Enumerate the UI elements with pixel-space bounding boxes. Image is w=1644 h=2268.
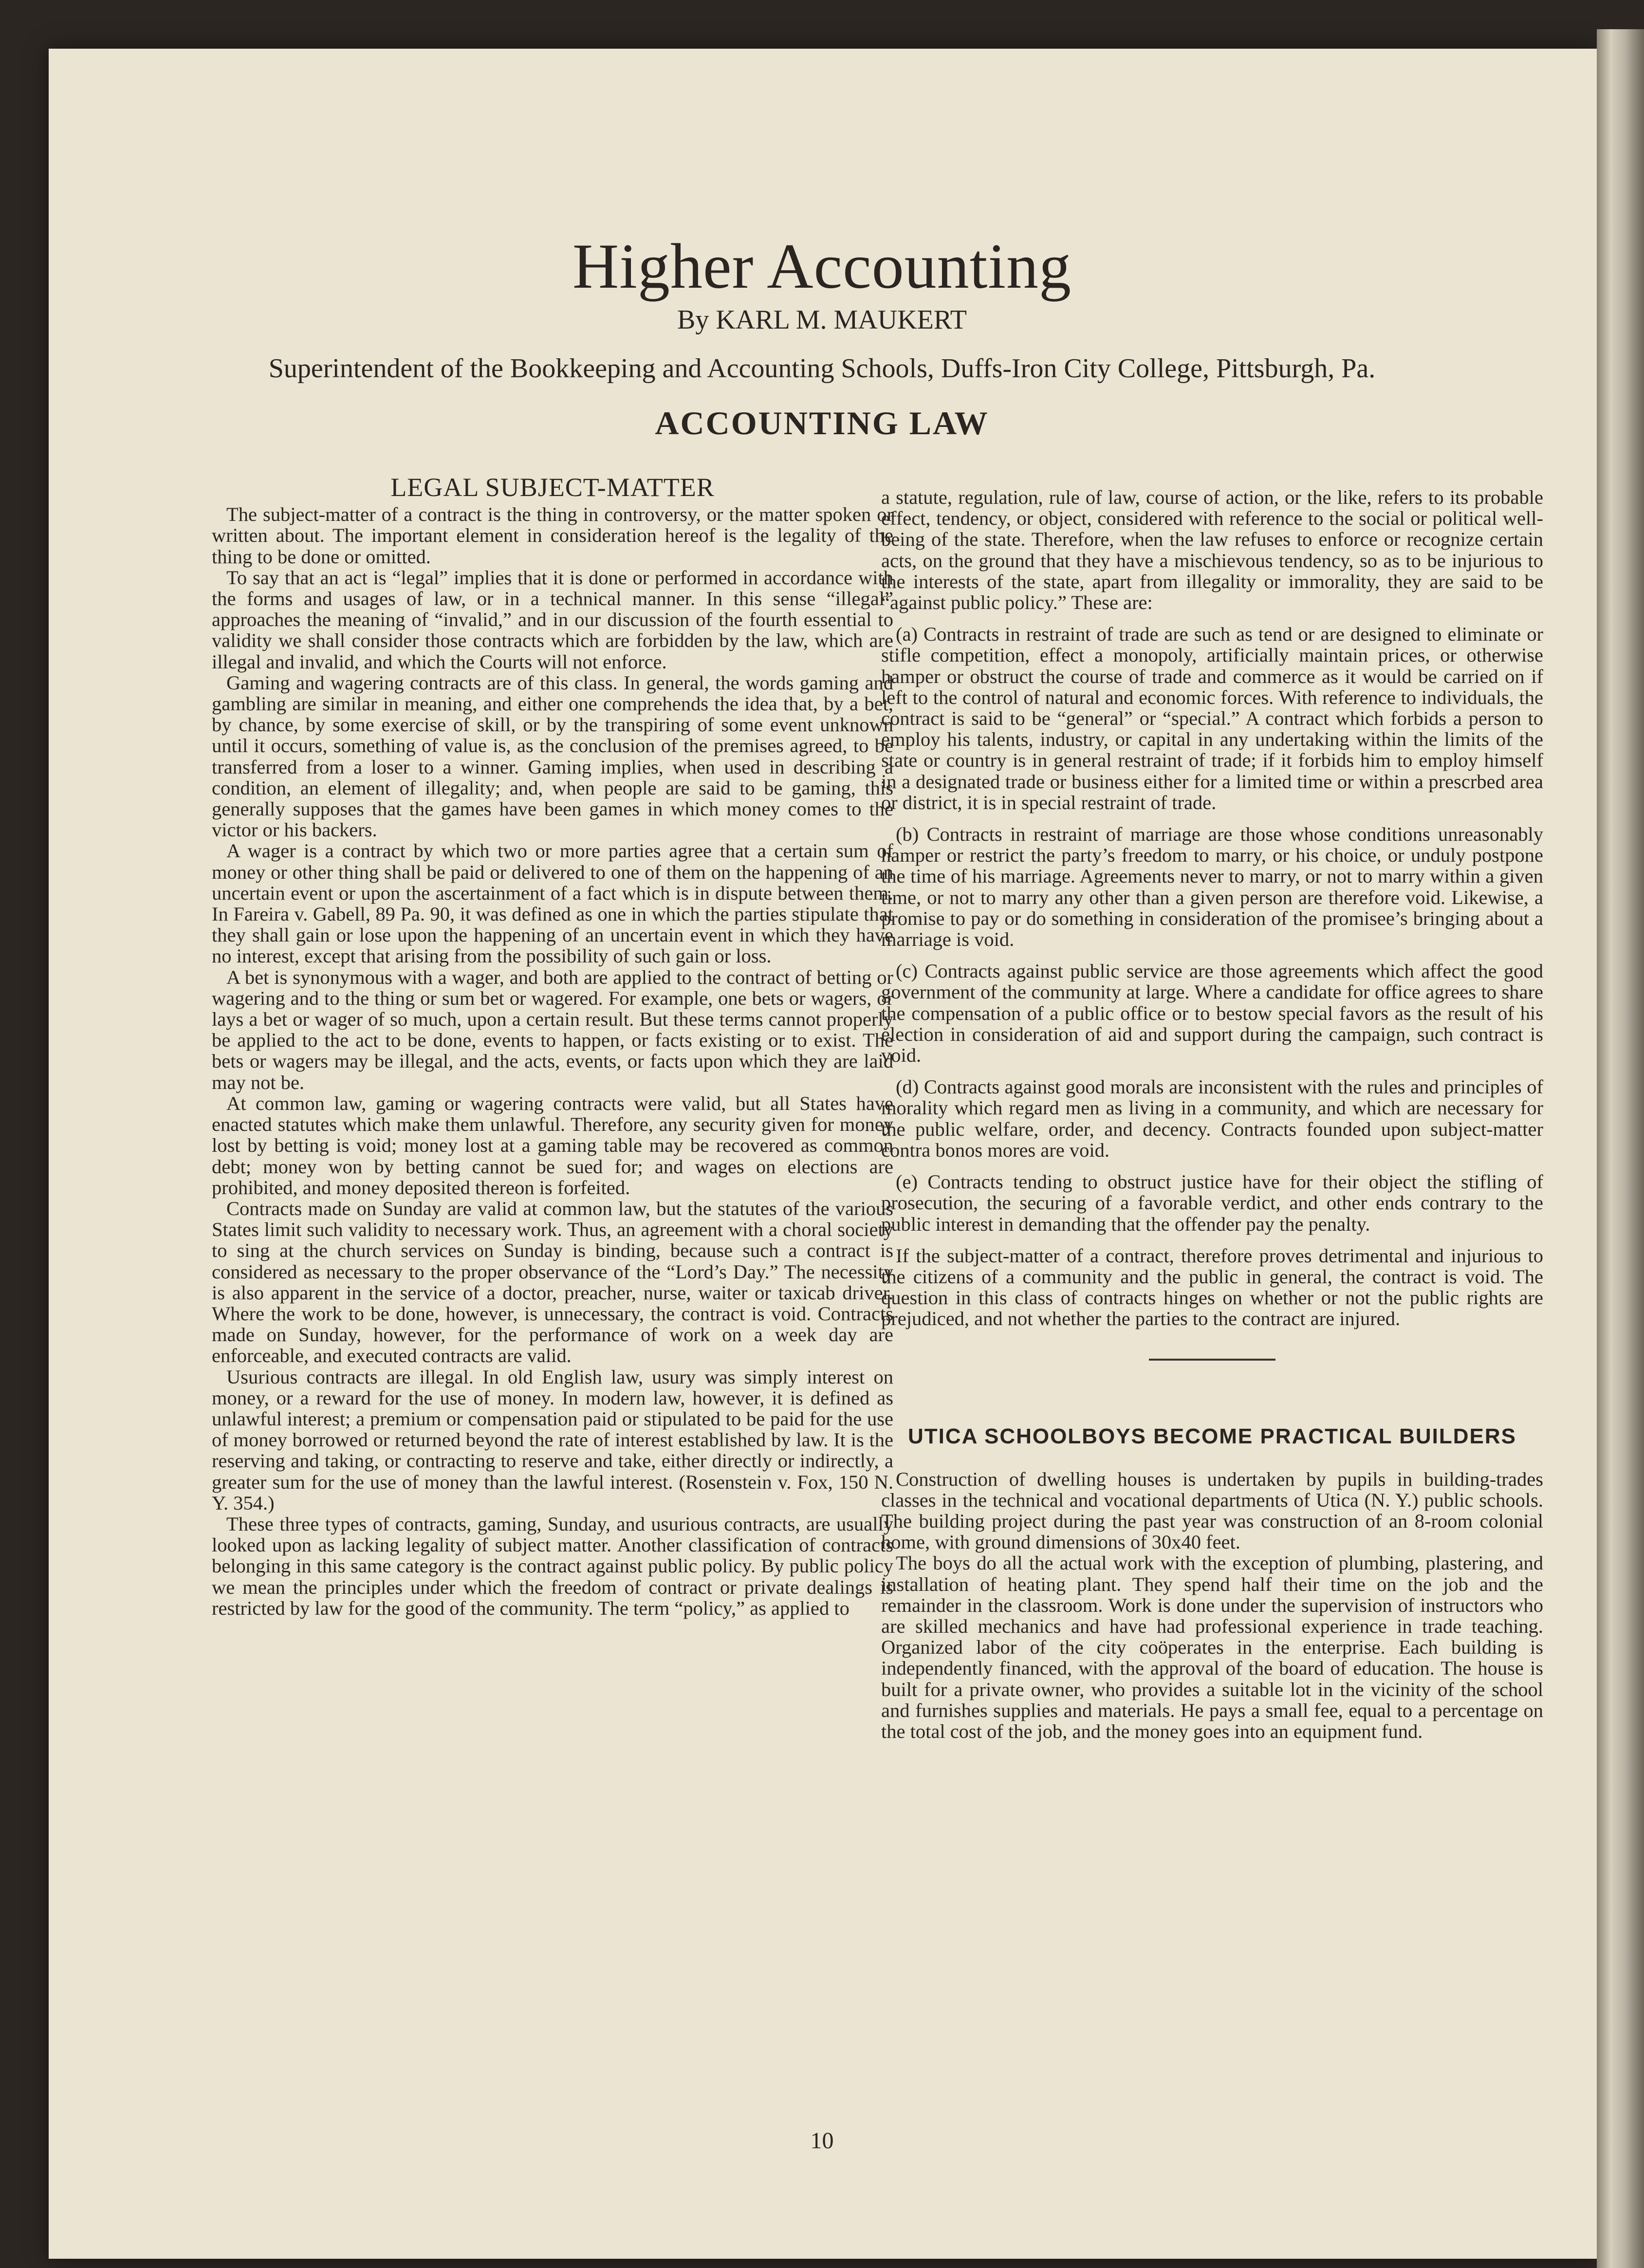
paragraph: To say that an act is “legal” implies that it is done or performed in accordance with the forms and usages of law, or in a technical manner. In this sense “illegal” approaches the meaning of “invalid,” and in our discussion of the fourth essential to validity we shall consider those contracts which are forbidden by the law, which are illegal and invalid, and which the Courts will not enforce. — [212, 566, 893, 673]
paragraph: a statute, regulation, rule of law, course of action, or the like, refers to its probable effect, tendency, or object, considered with reference to the social or political well-being of the state. Therefore, when the law refuses to enforce or recognize certain acts, on the ground that they have a mischievous tendency, so as to be injurious to the interests of the state, apart from illegality or immorality, they are said to be “against public policy.” These are: — [881, 486, 1543, 614]
divider-rule — [1149, 1359, 1275, 1361]
paragraph: At common law, gaming or wagering contracts were valid, but all States have enacted statutes which make them unlawful. Therefore, any security given for money lost by betting is void; money lost at a gaming table may be recovered as common debt; money won by betting cannot be sued for; and wages on elections are prohibited, and money deposited thereon is forfeited. — [212, 1092, 893, 1199]
right-column — [881, 487, 1543, 1742]
author-byline: By KARL M. MAUKERT — [677, 305, 967, 335]
section-title: ACCOUNTING LAW — [655, 405, 989, 442]
paragraph: Contracts made on Sunday are valid at common law, but the statutes of the various States limit such validity to necessary work. Thus, an agreement with a choral society to sing at the church services on Sunday is binding, because such a contract is considered as necessary to the proper observance of the “Lord’s Day.” The necessity is also apparent in the service of a doctor, preacher, nurse, waiter or taxicab driver. Where the work to be done, however, is unnecessary, the contract is void. Contracts made on Sunday, however, for the performance of work on a week day are enforceable, and executed contracts are valid. — [212, 1197, 893, 1367]
paragraph: A wager is a contract by which two or more parties agree that a certain sum of money or other thing shall be paid or delivered to one of them on the happening of an uncertain event or upon the ascertainment of a fact which is in dispute between them. In Fareira v. Gabell, 89 Pa. 90, it was defined as one in which the parties stipulate that they shall gain or lose upon the happening of an uncertain event in which they have no interest, except that arising from the possibility of such gain or loss. — [212, 840, 893, 967]
paragraph: Gaming and wagering contracts are of this class. In general, the words gaming and gambling are similar in meaning, and either one comprehends the idea that, by a bet, by chance, by some exercise of skill, or by the transpiring of some event unknown until it occurs, something of value is, as the conclusion of the premises agreed, to be transferred from a loser to a winner. Gaming implies, when used in describing a condition, an element of illegality; and, when people are said to be gaming, this generally supposes that the games have been games in which money comes to the victor or his backers. — [212, 671, 893, 841]
paragraph: (b) Contracts in restraint of marriage are those whose conditions unreasonably hamper or restrict the party’s freedom to marry, or his choice, or unduly postpone the time of his marriage. Agreements never to marry, or not to marry within a given time, or not to marry any other than a given person are therefore void. Likewise, a promise to pay or do something in consideration of the promisee’s bringing about a marriage is void. — [881, 823, 1543, 951]
author-affiliation: Superintendent of the Bookkeeping and Accounting Schools, Duffs-Iron City College, Pittsburgh, Pa. — [268, 353, 1376, 384]
paragraph: (a) Contracts in restraint of trade are such as tend or are designed to eliminate or stifle competition, effect a monopoly, artificially maintain prices, or otherwise hamper or obstruct the course of trade and commerce as it would be carried on if left to the control of natural and economic forces. With reference to individuals, the contract is said to be “general” or “special.” A contract which forbids a person to employ his talents, industry, or capital in any undertaking within the limits of the state or country is in general restraint of trade; if it forbids him to employ himself in a designated trade or business either for a limited time or within a prescrbed area or district, it is in special restraint of trade. — [881, 623, 1543, 813]
utica-article-heading: UTICA SCHOOLBOYS BECOME PRACTICAL BUILDERS — [907, 1424, 1517, 1448]
paragraph: The subject-matter of a contract is the thing in controversy, or the matter spoken or written about. The important element in consideration hereof is the legality of the thing to be done or omitted. — [212, 503, 893, 568]
paragraph: (c) Contracts against public service are those agreements which affect the good government of the community at large. Where a candidate for office agrees to share the compensation of a public office or to bestow special favors as the result of his election in consideration of aid and support during the campaign, such contract is void. — [881, 960, 1543, 1067]
paragraph: Construction of dwelling houses is undertaken by pupils in building-trades classes in the technical and vocational departments of Utica (N. Y.) public schools. The building project during the past year was construction of an 8-room colonial home, with ground dimensions of 30x40 feet. — [881, 1468, 1543, 1553]
paragraph: A bet is synonymous with a wager, and both are applied to the contract of betting or wagering and to the thing or sum bet or wagered. For example, one bets or wagers, or lays a bet or wager of so much, upon a certain result. But these terms cannot properly be applied to the act to be done, events to happen, or facts existing or to exist. The bets or wagers may be illegal, and the acts, events, or facts upon which they are laid may not be. — [212, 966, 893, 1093]
paragraph: These three types of contracts, gaming, Sunday, and usurious contracts, are usually looked upon as lacking legality of subject matter. Another classification of contracts belonging in this same category is the contract against public policy. By public policy we mean the principles under which the freedom of contract or private dealings is restricted by law for the good of the community. The term “policy,” as applied to — [212, 1512, 893, 1619]
paragraph: If the subject-matter of a contract, therefore proves detrimental and injurious to the citizens of a community and the public in general, the contract is void. The question in this class of contracts hinges on whether or not the public rights are prejudiced, and not whether the parties to the contract are injured. — [881, 1244, 1543, 1330]
legal-subject-matter-heading: LEGAL SUBJECT-MATTER — [390, 473, 715, 502]
article-title: Higher Accounting — [572, 230, 1072, 302]
paragraph: (e) Contracts tending to obstruct justice have for their object the stifling of prosecution, the securing of a favorable verdict, and other ends contrary to the public interest in demanding that the offender pay the penalty. — [881, 1171, 1543, 1235]
page-number: 10 — [810, 2128, 834, 2154]
left-column — [212, 473, 893, 1619]
paragraph: (d) Contracts against good morals are inconsistent with the rules and principles of morality which regard men as living in a community, and which are necessary for the public welfare, order, and decency. Contracts founded upon subject-matter contra bonos mores are void. — [881, 1076, 1543, 1161]
paragraph: The boys do all the actual work with the exception of plumbing, plastering, and installation of heating plant. They spend half their time on the job and the remainder in the classroom. Work is done under the supervision of instructors who are skilled mechanics and have had professional experience in trade teaching. Organized labor of the city coöperates in the enterprise. Each building is independently financed, with the approval of the board of education. The house is built for a private owner, who provides a suitable lot in the vicinity of the school and furnishes supplies and materials. He pays a small fee, equal to a percentage on the total cost of the job, and the money goes into an equipment fund. — [881, 1552, 1543, 1742]
paragraph: Usurious contracts are illegal. In old English law, usury was simply interest on money, or a reward for the use of money. In modern law, however, it is defined as unlawful interest; a premium or compensation paid or stipulated to be paid for the use of money borrowed or returned beyond the rate of interest established by law. It is the reserving and taking, or contracting to reserve and take, either directly or indirectly, a greater sum for the use of money than the lawful interest. (Rosenstein v. Fox, 150 N. Y. 354.) — [212, 1365, 893, 1514]
